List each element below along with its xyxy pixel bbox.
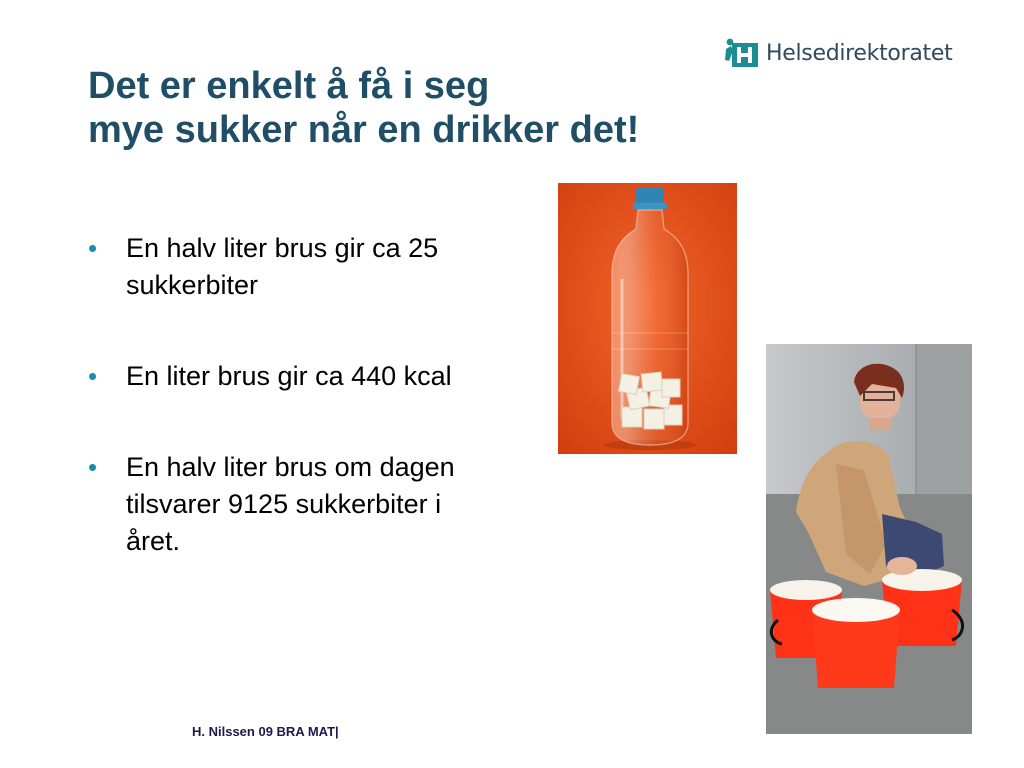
- bullet-icon: •: [88, 233, 98, 263]
- title-line-1: Det er enkelt å få i seg: [88, 65, 490, 107]
- helsedirektoratet-logo-icon: [724, 37, 760, 69]
- bullet-list: [88, 230, 498, 614]
- helsedirektoratet-logo: [724, 36, 952, 70]
- bullet-text: En liter brus gir ca 440 kcal: [126, 361, 452, 391]
- bullet-text: En halv liter brus gir ca 25 sukkerbiter: [126, 233, 439, 300]
- bullet-icon: •: [88, 361, 98, 391]
- title-line-2: mye sukker når en drikker det!: [88, 109, 640, 151]
- bullet-text: En halv liter brus om dagen tilsvarer 9125 sukkerbiter i året.: [126, 452, 455, 556]
- bottle-photo: [558, 183, 737, 454]
- slide-title: [88, 64, 639, 152]
- bullet-item: [88, 358, 498, 395]
- bullet-item: [88, 230, 498, 304]
- bullet-item: [88, 449, 498, 560]
- woman-buckets-photo: [766, 344, 972, 734]
- bullet-icon: •: [88, 452, 98, 482]
- logo-text: Helsedirektoratet: [766, 40, 953, 66]
- footer-text: H. Nilssen 09 BRA MAT|: [192, 724, 339, 739]
